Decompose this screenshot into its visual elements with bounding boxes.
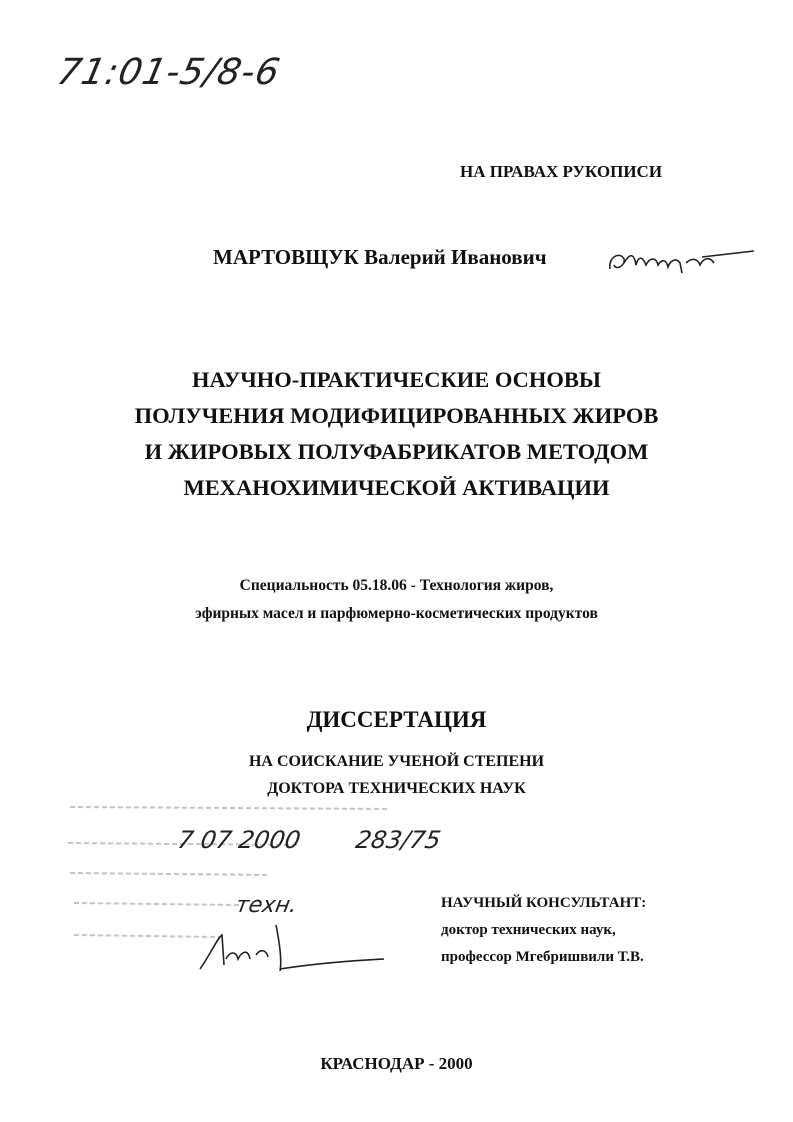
consultant-degree: доктор технических наук,: [441, 922, 616, 938]
consultant-heading: НАУЧНЫЙ КОНСУЛЬТАНТ:: [441, 895, 647, 911]
tech-note-handwritten: техн.: [233, 893, 299, 918]
specialty-block: [0, 572, 793, 628]
specialty-line: эфирных масел и парфюмерно-косметических продуктов: [195, 605, 598, 622]
author-signature-icon: [606, 243, 756, 279]
degree-block: [0, 748, 793, 802]
dissertation-title: [0, 362, 793, 506]
specialty-line: Специальность 05.18.06 - Технология жиров,: [239, 577, 554, 594]
consultant-name: профессор Мгебришвили Т.В.: [441, 949, 644, 965]
dissertation-label: ДИССЕРТАЦИЯ: [306, 707, 487, 732]
author-name: [213, 245, 547, 270]
title-line: И ЖИРОВЫХ ПОЛУФАБРИКАТОВ МЕТОДОМ: [144, 439, 649, 464]
degree-line: НА СОИСКАНИЕ УЧЕНОЙ СТЕПЕНИ: [248, 753, 545, 770]
archive-code-handwritten: 71:01-5/8-6: [53, 52, 284, 93]
title-line: НАУЧНО-ПРАКТИЧЕСКИЕ ОСНОВЫ: [191, 367, 602, 392]
registration-date-handwritten: 7 07 2000: [175, 826, 303, 854]
approval-signature-icon: [196, 915, 386, 975]
consultant-block: [441, 890, 646, 971]
title-line: МЕХАНОХИМИЧЕСКОЙ АКТИВАЦИИ: [183, 475, 610, 500]
author-given-names: Валерий Иванович: [364, 245, 547, 269]
rights-notice: НА ПРАВАХ РУКОПИСИ: [460, 162, 663, 181]
registration-number-handwritten: 283/75: [353, 826, 443, 854]
author-surname: МАРТОВЩУК: [213, 245, 359, 269]
degree-line: ДОКТОРА ТЕХНИЧЕСКИХ НАУК: [267, 780, 526, 797]
city-year: КРАСНОДАР - 2000: [320, 1054, 473, 1073]
title-line: ПОЛУЧЕНИЯ МОДИФИЦИРОВАННЫХ ЖИРОВ: [134, 403, 659, 428]
